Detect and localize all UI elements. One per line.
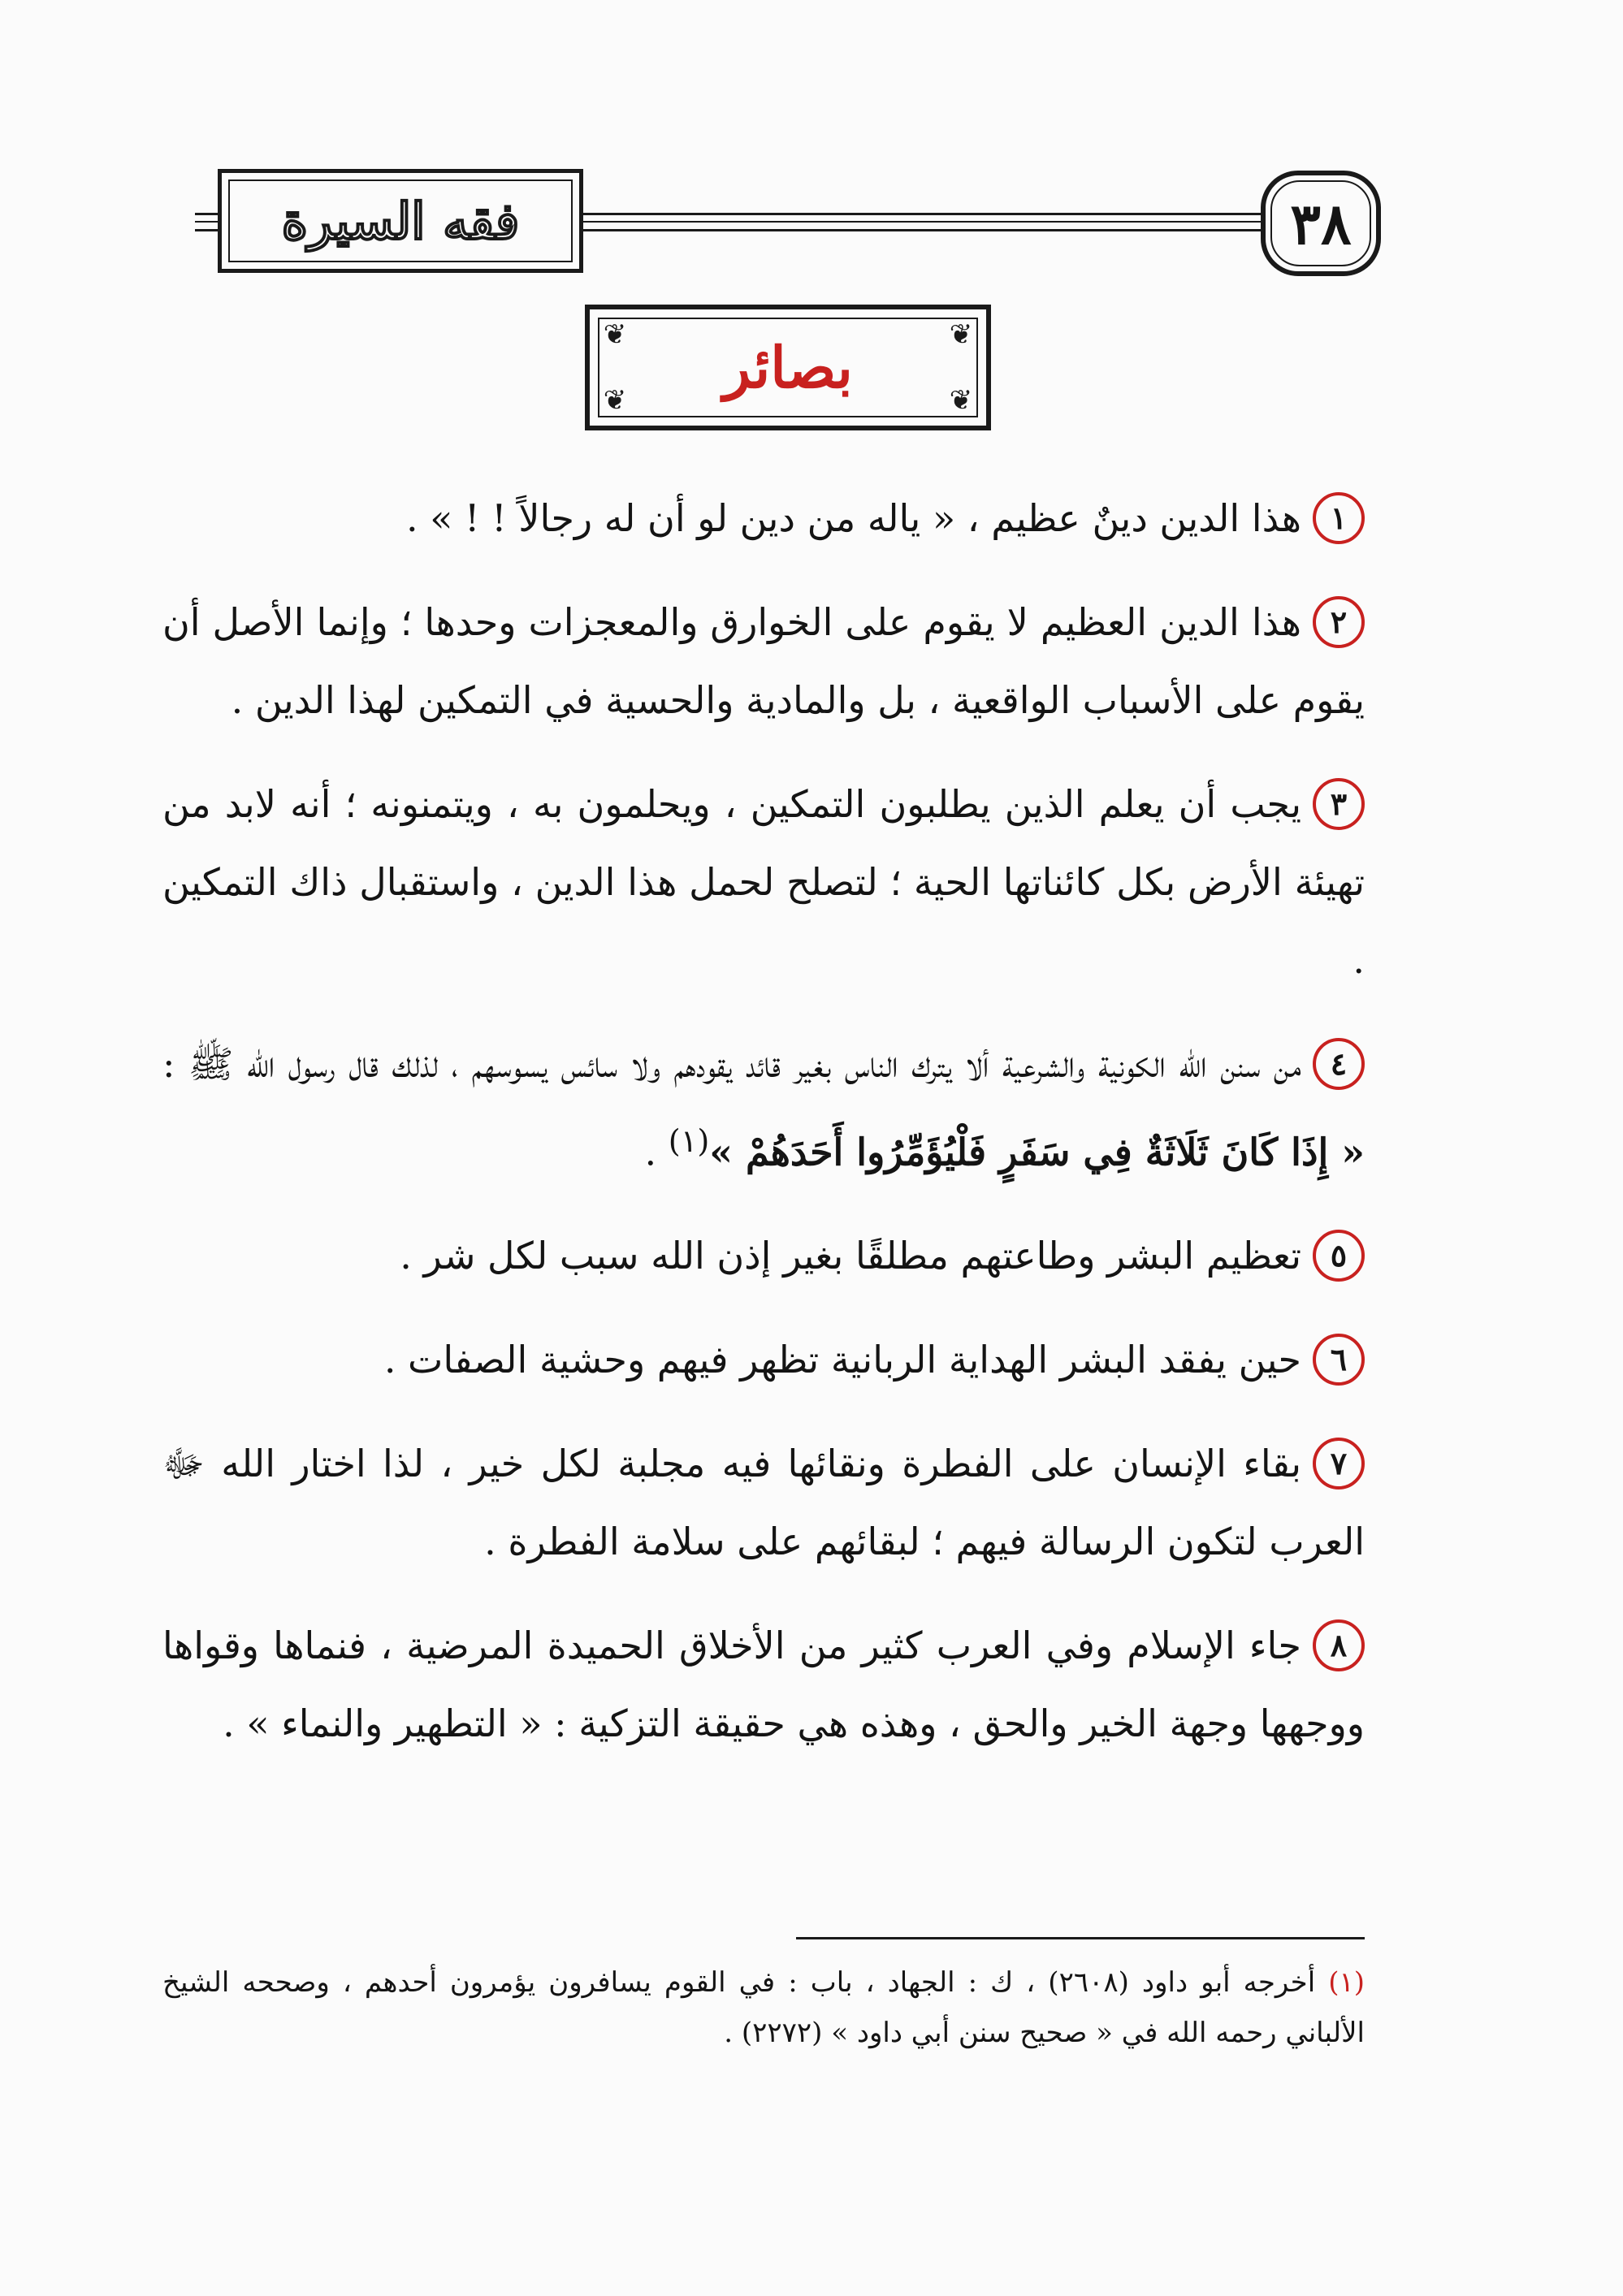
ornament-icon: ❦	[603, 318, 627, 351]
footnote-number: (١)	[1328, 1966, 1365, 1999]
item-number: ٦	[1313, 1334, 1365, 1386]
item-text: هذا الدين العظيم لا يقوم على الخوارق والمعجزات وحدها ؛ وإنما الأصل أن يقوم على الأسباب الواقعية ، بل والمادية والحسية في التمكين لهذا الدين .	[162, 600, 1365, 722]
ornament-icon: ❦	[949, 384, 973, 417]
list-item	[162, 1025, 1365, 1191]
item-number: ٤	[1313, 1038, 1365, 1090]
page-header	[179, 162, 1381, 284]
item-number: ٧	[1313, 1438, 1365, 1490]
item-text: بقاء الإنسان على الفطرة ونقائها فيه مجلبة لكل خير ، لذا اختار الله ﷻ العرب لتكون الرسالة فيهم ؛ لبقائهم على سلامة الفطرة .	[162, 1442, 1365, 1564]
ornament-icon: ❦	[603, 384, 627, 417]
footnote	[162, 1957, 1365, 2058]
item-text: هذا الدين دينٌ عظيم ، « ياله من دين لو أن له رجالاً ! ! » .	[406, 496, 1301, 540]
list-item	[162, 1606, 1365, 1762]
list-item	[162, 1321, 1365, 1399]
footnote-text: أخرجه أبو داود (٢٦٠٨) ، ك : الجهاد ، باب : في القوم يسافرون يؤمرون أحدهم ، وصححه الشيخ الألباني رحمه الله في « صحيح سنن أبي داود » (٢٢٧٢) .	[162, 1966, 1365, 2049]
item-text: جاء الإسلام وفي العرب كثير من الأخلاق الحميدة المرضية ، فنماها وقواها ووجهها وجهة الخير والحق ، وهذه هي حقيقة التزكية : « التطهير والنماء » .	[162, 1624, 1365, 1746]
list-item	[162, 1217, 1365, 1295]
insights-list	[162, 479, 1365, 1788]
item-number: ٣	[1313, 778, 1365, 830]
item-text: يجب أن يعلم الذين يطلبون التمكين ، ويحلمون به ، ويتمنونه ؛ أنه لابد من تهيئة الأرض بكل كائناتها الحية ؛ لتصلح لحمل هذا الدين ، واستقبال ذاك التمكين .	[162, 782, 1365, 982]
item-text: حين يفقد البشر الهداية الربانية تظهر فيهم وحشية الصفات .	[383, 1338, 1301, 1382]
section-title-frame	[585, 305, 991, 430]
hadith-quote: « إِذَا كَانَ ثَلَاثَةٌ فِي سَفَرٍ فَلْيُؤَمِّرُوا أَحَدَهُمْ »	[709, 1130, 1365, 1174]
item-number: ٨	[1313, 1619, 1365, 1671]
page-number: ٣٨	[1261, 171, 1381, 276]
item-text: تعظيم البشر وطاعتهم مطلقًا بغير إذن الله سبب لكل شر .	[400, 1234, 1301, 1278]
book-title-frame	[218, 169, 583, 273]
section-title: بصائر	[723, 334, 853, 401]
list-item	[162, 479, 1365, 557]
footnote-divider	[796, 1937, 1365, 1939]
list-item	[162, 765, 1365, 999]
item-text: من سنن الله الكونية والشرعية ألا يترك الناس بغير قائد يقودهم ولا سائس يسوسهم ، لذلك قال رسول الله ﷺ :	[162, 1042, 1301, 1086]
item-number: ٢	[1313, 596, 1365, 648]
item-text-end: .	[644, 1130, 669, 1174]
book-title: فقه السيرة	[281, 191, 520, 251]
list-item	[162, 1425, 1365, 1580]
item-number: ٥	[1313, 1230, 1365, 1282]
list-item	[162, 583, 1365, 739]
footnote-ref[interactable]: (١)	[668, 1123, 710, 1160]
item-number: ١	[1313, 492, 1365, 544]
ornament-icon: ❦	[949, 318, 973, 351]
